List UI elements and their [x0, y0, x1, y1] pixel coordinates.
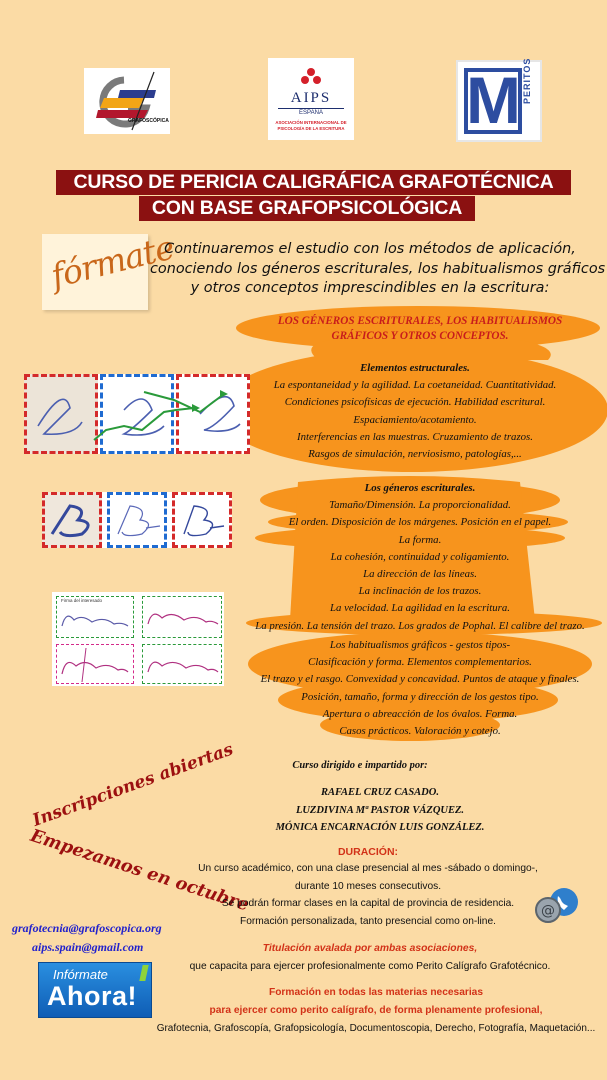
structural-elements-section: [240, 360, 590, 463]
aips-name: AIPS: [290, 90, 332, 106]
section-title: Los géneros escriturales.: [364, 482, 476, 494]
text-line: RAFAEL CRUZ CASADO.: [321, 787, 439, 798]
duration-section: [168, 844, 568, 930]
svg-text:@: @: [541, 903, 555, 919]
letter-b-strokes-icon: [42, 492, 232, 548]
text-line: El trazo y el rasgo. Convexidad y concavidad. Puntos de ataque y finales.: [260, 673, 580, 686]
phone-email-icon: [534, 884, 580, 924]
text-line: Se podrán formar clases en la capital de provincia de residencia.: [221, 898, 515, 909]
badge-line1: Infórmate: [53, 967, 108, 982]
text-line: Condiciones psicofísicas de ejecución. Habilidad escritural.: [284, 396, 546, 409]
titulation-title: Titulación avalada por ambas asociaciones,: [262, 943, 478, 954]
formation-subtitle: para ejercer como perito calígrafo, de forma plenamente profesional,: [209, 1005, 543, 1016]
blob-heading-line: LOS GÉNEROS ESCRITURALES, LOS HABITUALISMOS: [277, 315, 563, 327]
text-line: MÓNICA ENCARNACIÓN LUIS GONZÁLEZ.: [275, 822, 485, 833]
form-label: Firma del interesado: [61, 598, 103, 603]
formation-title: Formación en todas las materias necesarias: [268, 987, 484, 998]
signature-strokes-icon: [52, 592, 224, 686]
text-line: Formación personalizada, tanto presencial como on-line.: [240, 915, 496, 927]
badge-accent: [139, 965, 148, 981]
contact-icon: [534, 884, 580, 924]
text-line: Casos prácticos. Valoración y cotejo.: [339, 725, 501, 738]
text-line: Tamaño/Dimensión. La proporcionalidad.: [329, 499, 511, 512]
peritos-text: PERITOS: [522, 57, 532, 104]
course-title-line1: CURSO DE PERICIA CALIGRÁFICA GRAFOTÉCNICA: [56, 170, 571, 195]
instructors-list: [220, 784, 540, 837]
text-line: Clasificación y forma. Elementos complementarios.: [308, 656, 532, 669]
titulation-text: que capacita para ejercer profesionalmente como Perito Calígrafo Grafotécnico.: [189, 961, 551, 972]
text-line: Interferencias en las muestras. Cruzamiento de trazos.: [297, 430, 533, 443]
peritos-letter: M: [466, 63, 521, 137]
titulation-section: [150, 940, 590, 976]
blob-heading: [240, 314, 600, 344]
text-line: Apertura o abreacción de los óvalos. Forma.: [322, 707, 518, 720]
text-line: Espaciamiento/acotamiento.: [353, 413, 477, 426]
course-credits: [220, 756, 540, 837]
course-title-line2: CON BASE GRAFOPSICOLÓGICA: [139, 196, 475, 221]
handwriting-sample-2: [42, 492, 232, 548]
text-line: La velocidad. La agilidad en la escritura.: [330, 602, 510, 615]
intro-line: Continuaremos el estudio con los métodos de aplicación,: [164, 241, 576, 257]
section-title: Elementos estructurales.: [360, 362, 470, 374]
intro-line: y otros conceptos imprescindibles en la escritura:: [190, 280, 550, 296]
text-line: Rasgos de simulación, nerviosismo, patologías,...: [308, 448, 522, 461]
text-line: La cohesión, continuidad y coligamiento.: [330, 550, 510, 563]
aips-country: ESPAÑA: [299, 110, 323, 116]
text-line: LUZDIVINA Mª PASTOR VÁZQUEZ.: [295, 804, 465, 816]
email-aips-link[interactable]: aips.spain@gmail.com: [32, 940, 144, 954]
handwriting-sample-3: [52, 592, 224, 686]
credits-intro: Curso dirigido e impartido por:: [292, 760, 428, 771]
text-line: La forma.: [398, 533, 442, 546]
intro-line: conociendo los géneros escriturales, los habitualismos gráficos: [150, 260, 606, 277]
grafoscopica-text: GRAFOSCÓPICA: [128, 118, 169, 124]
aips-line2: PSICOLOGÍA DE LA ESCRITURA: [277, 126, 345, 131]
text-line: El orden. Disposición de los márgenes. Posición en el papel.: [288, 516, 552, 529]
graphic-habits-section: [240, 637, 600, 740]
text-line: Posición, tamaño, forma y dirección de los gestos tipo.: [301, 690, 539, 703]
email-grafotecnia-link[interactable]: grafotecnia@grafoscopica.org: [12, 921, 162, 935]
text-line: La dirección de las líneas.: [363, 568, 477, 581]
badge-line2: Ahora!: [47, 981, 137, 1011]
text-line: La inclinación de los trazos.: [358, 585, 482, 598]
formate-text: fórmate: [47, 227, 178, 296]
handwriting-strokes-icon: [24, 374, 250, 454]
duration-title: DURACIÓN:: [337, 846, 399, 858]
aips-line1: ASOCIACIÓN INTERNACIONAL DE: [275, 120, 347, 125]
blob-heading-line: GRÁFICOS Y OTROS CONCEPTOS.: [331, 330, 509, 342]
duration-lines: [168, 860, 568, 930]
formation-subjects: Grafotecnia, Grafoscopía, Grafopsicología, Documentoscopia, Derecho, Fotografía, Maquetación...: [156, 1023, 596, 1034]
text-line: La presión. La tensión del trazo. Los grados de Pophal. El calibre del trazo.: [255, 619, 585, 632]
promo-start-october: Empezamos en octubre: [27, 826, 252, 916]
info-now-badge[interactable]: [38, 962, 152, 1018]
writing-genres-section: [230, 480, 607, 635]
text-line: durante 10 meses consecutivos.: [294, 880, 442, 892]
text-line: Un curso académico, con una clase presencial al mes -sábado o domingo-,: [198, 863, 538, 874]
formation-section: [146, 984, 606, 1038]
text-line: Los habitualismos gráficos - gestos tipos-: [329, 639, 511, 651]
handwriting-sample-1: [24, 374, 250, 454]
promo-open-enrollment: Inscripciones abiertas: [30, 739, 236, 831]
text-line: La espontaneidad y la agilidad. La coetaneidad. Cuantitatividad.: [273, 379, 557, 392]
